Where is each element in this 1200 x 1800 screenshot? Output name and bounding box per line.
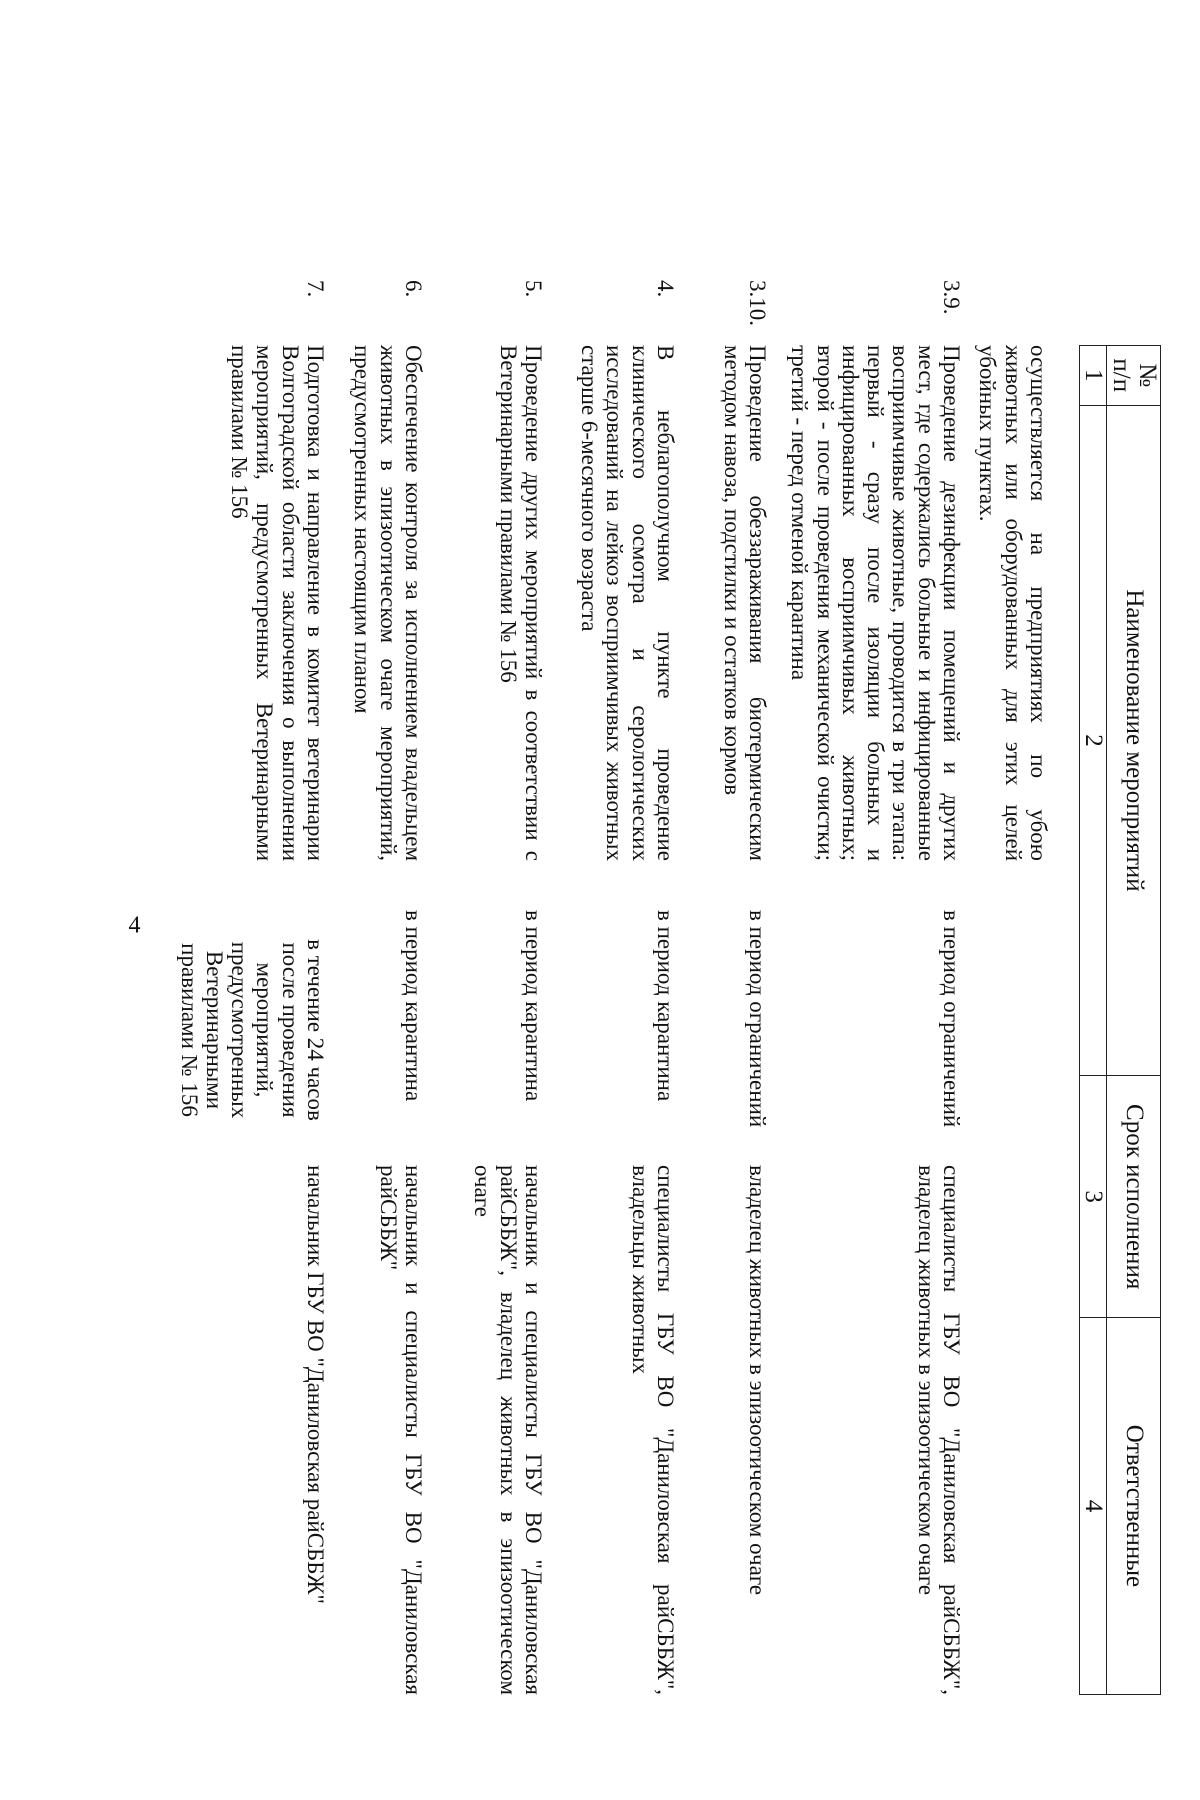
header-col-term: Срок исполнения [1107,1076,1161,1317]
row-measure: осуществляется на предприятиях по убою животных или оборудованных для этих целей убойных пунктах. [975,345,1051,861]
row-responsible: специалисты ГБУ ВО "Даниловская райСББЖ", владельцы животных [627,1165,678,1695]
row-term: в период карантина [653,910,678,1102]
rotated-page [128,100,1196,1800]
table-header [1079,345,1161,1695]
row-number: 7. [303,280,328,298]
header-col-name: Наименование мероприятий [1107,405,1161,1076]
header-num-3: 3 [1080,1076,1107,1317]
row-responsible: начальник ГБУ ВО "Даниловская райСББЖ" [303,1165,328,1604]
row-number: 3.9. [939,280,964,315]
row-responsible: владелец животных в эпизоотическом очаге [745,1165,770,1596]
row-term: в период ограничений [939,910,964,1128]
row-measure: Проведение дезинфекции помещений и других мест, где содержались больные и инфицированные восприимчивые животные, проводится в три этапа: первый - сразу после изоляции больных и инфицированных восприимчивых животных; второй - после проведения механической очистки; третий - перед отменой карантина [787,345,964,861]
row-measure: Проведение других мероприятий в соответствии с Ветеринарными правилами № 156 [495,345,546,861]
row-term: в период карантина [521,910,546,1102]
page-number: 4 [128,912,141,939]
row-responsible: специалисты ГБУ ВО "Даниловская райСББЖ", владелец животных в эпизоотическом очаге [913,1165,964,1695]
header-num-2: 2 [1080,405,1107,1076]
row-term: в период карантина [401,910,426,1102]
header-num-1: 1 [1080,346,1107,406]
row-measure: Обеспечение контроля за исполнением владельцем животных в эпизоотическом очаге мероприятий, предусмотренных настоящим планом [350,345,426,861]
row-number: 5. [521,280,546,298]
header-num-4: 4 [1080,1317,1107,1694]
row-number: 3.10. [745,280,770,326]
header-col-responsible: Ответственные [1107,1317,1161,1694]
row-measure: Проведение обеззараживания биотермическим методом навоза, подстилки и остатков кормов [719,345,770,861]
row-term: в течение 24 часов после проведения мероприятий, предусмотренных Ветеринарными правилами № 156 [176,939,328,1121]
row-responsible: начальник и специалисты ГБУ ВО "Даниловская райСББЖ" [375,1165,426,1695]
header-col-number: № п/п [1107,346,1161,406]
row-term: в период ограничений [745,910,770,1128]
row-number: 6. [401,280,426,298]
row-responsible: начальник и специалисты ГБУ ВО "Даниловская райСББЖ", владелец животных в эпизоотическом очаге [470,1165,546,1695]
row-measure: В неблагополучном пункте проведение клинического осмотра и серологических исследований на лейкоз восприимчивых животных старше 6-месячного возраста [577,345,678,861]
row-number: 4. [653,280,678,298]
row-measure: Подготовка и направление в комитет ветеринарии Волгоградской области заключения о выполнении мероприятий, предусмотренных Ветеринарными правилами № 156 [227,345,328,861]
